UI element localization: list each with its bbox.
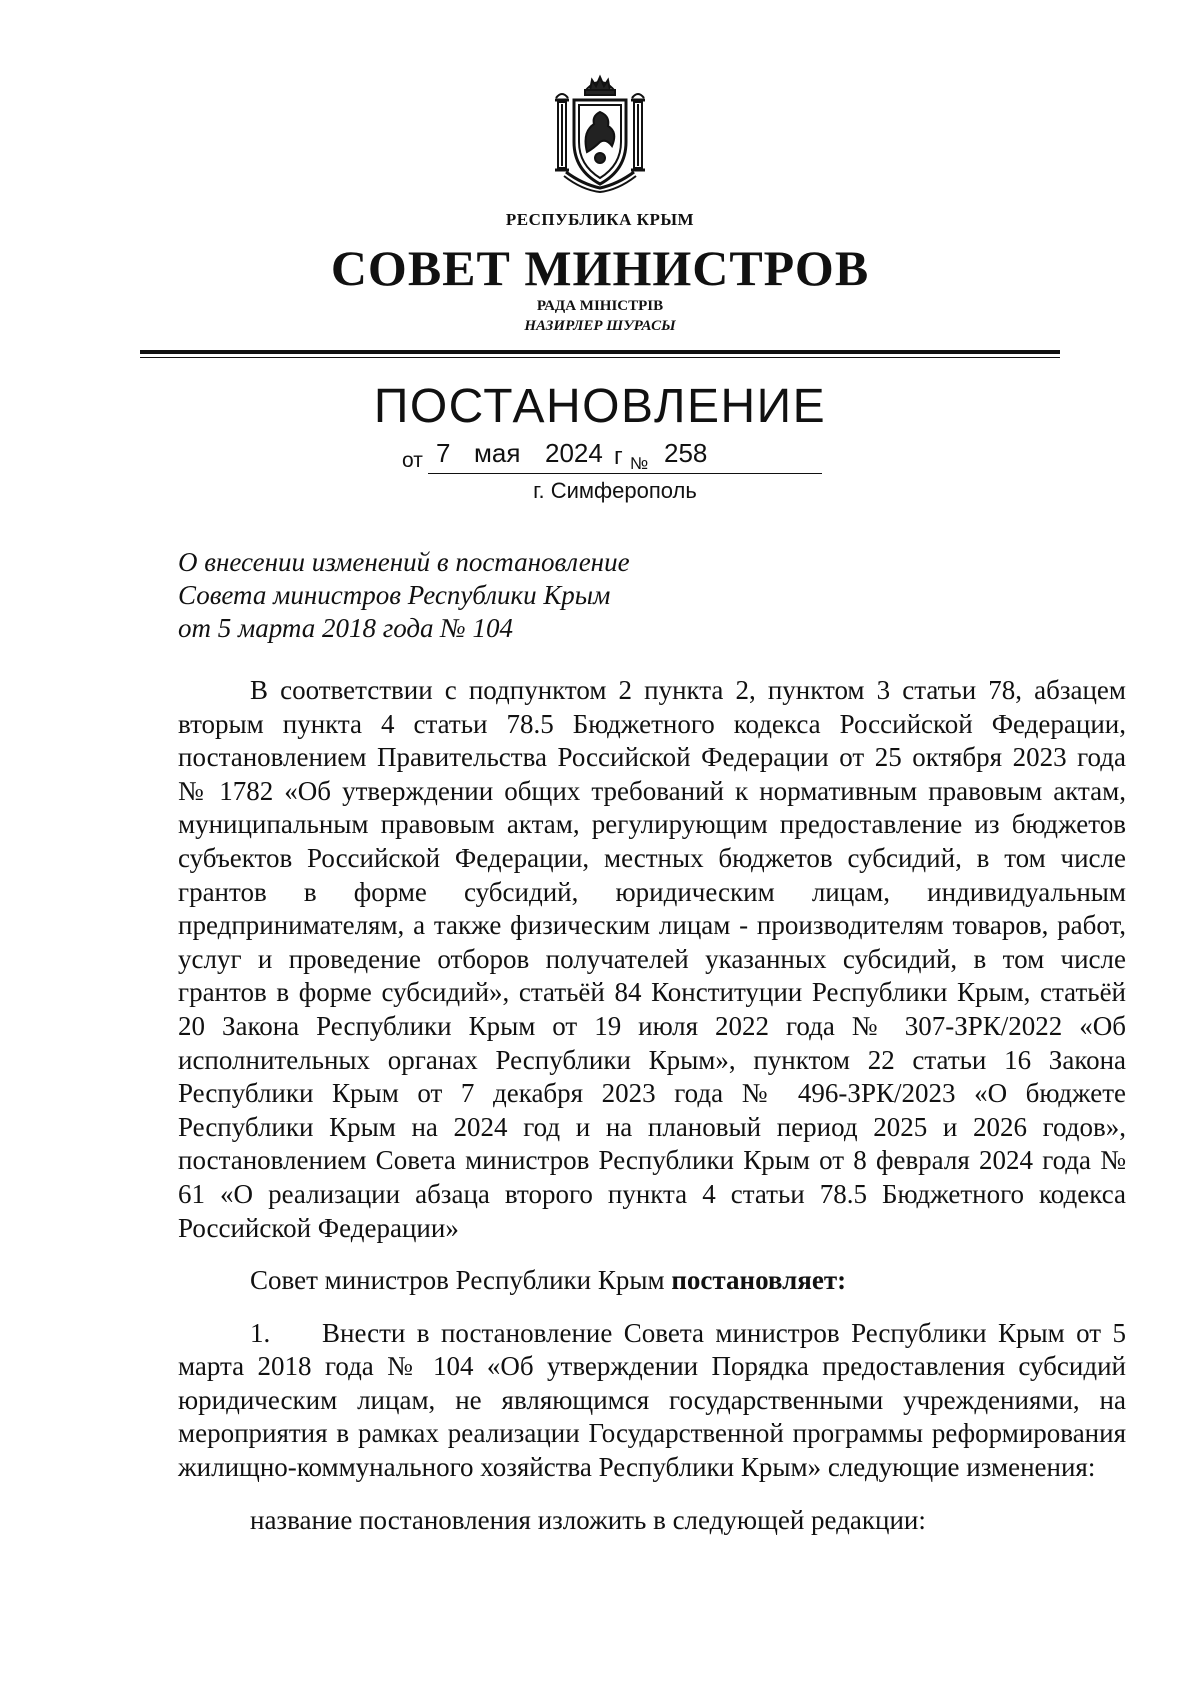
decree-body <box>178 674 1126 1537</box>
decree-subject <box>178 546 878 645</box>
decides-lead: Совет министров Республики Крым <box>250 1265 665 1296</box>
year-suffix: г <box>614 443 623 470</box>
number-sign: № <box>630 454 649 473</box>
council-name-crimean-tatar: НАЗИРЛЕР ШУРАСЫ <box>524 318 676 334</box>
decree-day: 7 <box>436 438 451 468</box>
decree-type-title: ПОСТАНОВЛЕНИЕ <box>373 380 827 433</box>
subject-line: от 5 марта 2018 года № 104 <box>178 613 513 643</box>
decides-verb: постановляет: <box>671 1265 847 1296</box>
item-1-text: Внести в постановление Совета министров Республики Крым от 5 марта 2018 года № 104 «Об утверждении Порядка предоставления субсидий юридическим лицам, не являющимся государственными учреждениями, на мероприятия в рамках реализации Государственной программы реформирования жилищно-коммунального хозяйства Республики Крым» следующие изменения: <box>178 1317 1126 1483</box>
title-change-paragraph: название постановления изложить в следующей редакции: <box>250 1504 926 1535</box>
decree-city: г. Симферополь <box>533 478 697 503</box>
decides-paragraph <box>178 1264 1126 1298</box>
subject-line: О внесении изменений в постановление <box>178 547 630 577</box>
subject-line: Совета министров Республики Крым <box>178 580 611 610</box>
dateline-underline <box>428 473 822 474</box>
council-name: СОВЕТ МИНИСТРОВ <box>330 240 870 296</box>
republic-name: РЕСПУБЛИКА КРЫМ <box>505 210 695 229</box>
header-divider-thin <box>140 357 1060 358</box>
decree-date-number-line <box>402 440 822 474</box>
preamble-paragraph: В соответствии с подпунктом 2 пункта 2, пунктом 3 статьи 78, абзацем вторым пункта 4 статьи 78.5 Бюджетного кодекса Российской Федерации, постановлением Правительства Российской Федерации от 25 октября 2023 года № 1782 «Об утверждении общих требований к нормативным правовым актам, муниципальным правовым актам, регулирующим предоставление из бюджетов субъектов Российской Федерации, местных бюджетов субсидий, в том числе грантов в форме субсидий, юридическим лицам, индивидуальным предпринимателям, а также физическим лицам - производителям товаров, работ, услуг и проведение отборов получателей указанных субсидий, в том числе грантов в форме субсидий», статьёй 84 Конституции Республики Крым, статьёй 20 Закона Республики Крым от 19 июля 2022 года № 307-ЗРК/2022 «Об исполнительных органах Республики Крым», пунктом 22 статьи 16 Закона Республики Крым от 7 декабря 2023 года № 496-ЗРК/2023 «О бюджете Республики Крым на 2024 год и на плановый период 2025 и 2026 годов», постановлением Совета министров Республики Крым от 8 февраля 2024 года № 61 «О реализации абзаца второго пункта 4 статьи 78.5 Бюджетного кодекса Российской Федерации» <box>178 675 1126 1243</box>
header-divider-thick <box>140 350 1060 354</box>
decree-month: мая <box>474 438 521 468</box>
crimea-coat-of-arms-emblem <box>552 72 648 194</box>
item-1-paragraph <box>178 1317 1126 1485</box>
council-name-ukrainian: РАДА МІНІСТРІВ <box>536 298 664 314</box>
decree-year: 2024 <box>545 438 603 468</box>
decree-number: 258 <box>664 438 708 468</box>
item-1-number: 1. <box>250 1317 271 1348</box>
date-from-label: от <box>402 449 423 472</box>
